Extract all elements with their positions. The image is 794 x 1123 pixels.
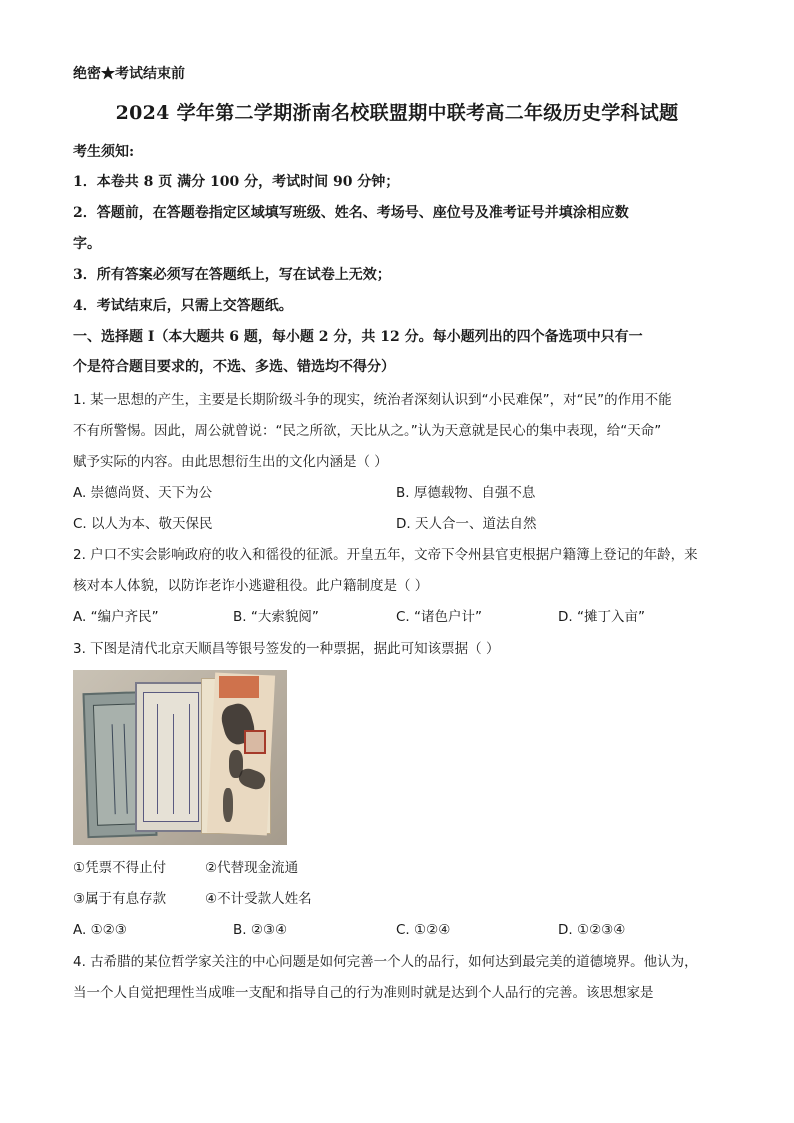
q1-option-a: A. 崇德尚贤、天下为公 <box>73 485 213 501</box>
square-seal-stamp <box>244 730 266 754</box>
q3-option-b: B. ②③④ <box>233 922 288 938</box>
q4-text-line-1: 4. 古希腊的某位哲学家关注的中心问题是如何完善一个人的品行，如何达到最完美的道德境界。他认为， <box>73 954 698 970</box>
instruction-item-3: 3．所有答案必须写在答题纸上，写在试卷上无效； <box>73 267 391 283</box>
q1-option-d: D. 天人合一、道法自然 <box>396 516 537 532</box>
banknote-middle <box>135 682 207 832</box>
section-heading-cont: 个是符合题目要求的，不选、多选、错选均不得分） <box>73 359 395 375</box>
q1-option-c: C. 以人为本、敬天保民 <box>73 516 213 532</box>
q3-text: 3. 下图是清代北京天顺昌等银号签发的一种票据，据此可知该票据（ ） <box>73 641 500 657</box>
q2-option-d: D. “摊丁入亩” <box>558 609 645 625</box>
section-heading: 一、选择题 I（本大题共 6 题，每小题 2 分，共 12 分。每小题列出的四个备选项中只有一 <box>73 329 643 345</box>
q2-text-line-2: 核对本人体貌，以防诈老诈小逃避租役。此户籍制度是（ ） <box>73 578 429 594</box>
q2-text-line-1: 2. 户口不实会影响政府的收入和徭役的征派。开皇五年，文帝下令州县官吏根据户籍簿上登记的年龄，来 <box>73 547 698 563</box>
q3-option-d: D. ①②③④ <box>558 922 626 938</box>
q1-text-line-3: 赋予实际的内容。由此思想衍生出的文化内涵是（ ） <box>73 454 388 470</box>
q1-option-b: B. 厚德载物、自强不息 <box>396 485 536 501</box>
confidential-label: 绝密★考试结束前 <box>73 66 185 82</box>
instructions-heading: 考生须知: <box>73 144 135 160</box>
q2-option-a: A. “编户齐民” <box>73 609 159 625</box>
q3-statement-3: ③属于有息存款 <box>73 891 167 907</box>
q3-option-a: A. ①②③ <box>73 922 127 938</box>
q2-option-b: B. “大索貌阅” <box>233 609 319 625</box>
q2-option-c: C. “诸色户计” <box>396 609 482 625</box>
instruction-item-4: 4．考试结束后，只需上交答题纸。 <box>73 298 293 314</box>
q4-text-line-2: 当一个人自觉把理性当成唯一支配和指导自己的行为准则时就是达到个人品行的完善。该思想家是 <box>73 985 654 1001</box>
q3-statement-1: ①凭票不得止付 <box>73 860 167 876</box>
banknote-photo <box>73 670 287 845</box>
q3-statement-4: ④不计受款人姓名 <box>205 891 312 907</box>
exam-title: 2024 学年第二学期浙南名校联盟期中联考高二年级历史学科试题 <box>115 102 679 124</box>
instruction-item-2: 2．答题前，在答题卷指定区域填写班级、姓名、考场号、座位号及准考证号并填涂相应数 <box>73 205 629 221</box>
red-seal-stamp <box>219 676 259 698</box>
q1-text-line-1: 1. 某一思想的产生，主要是长期阶级斗争的现实，统治者深刻认识到“小民难保”，对“民”的作用不能 <box>73 392 672 408</box>
q3-statement-2: ②代替现金流通 <box>205 860 299 876</box>
instruction-item-2-cont: 字。 <box>73 236 101 252</box>
q1-text-line-2: 不有所警惕。因此，周公就曾说：“民之所欲，天比从之。”认为天意就是民心的集中表现，给“天命” <box>73 423 662 439</box>
instruction-item-1: 1．本卷共 8 页 满分 100 分，考试时间 90 分钟； <box>73 174 400 190</box>
q3-option-c: C. ①②④ <box>396 922 451 938</box>
